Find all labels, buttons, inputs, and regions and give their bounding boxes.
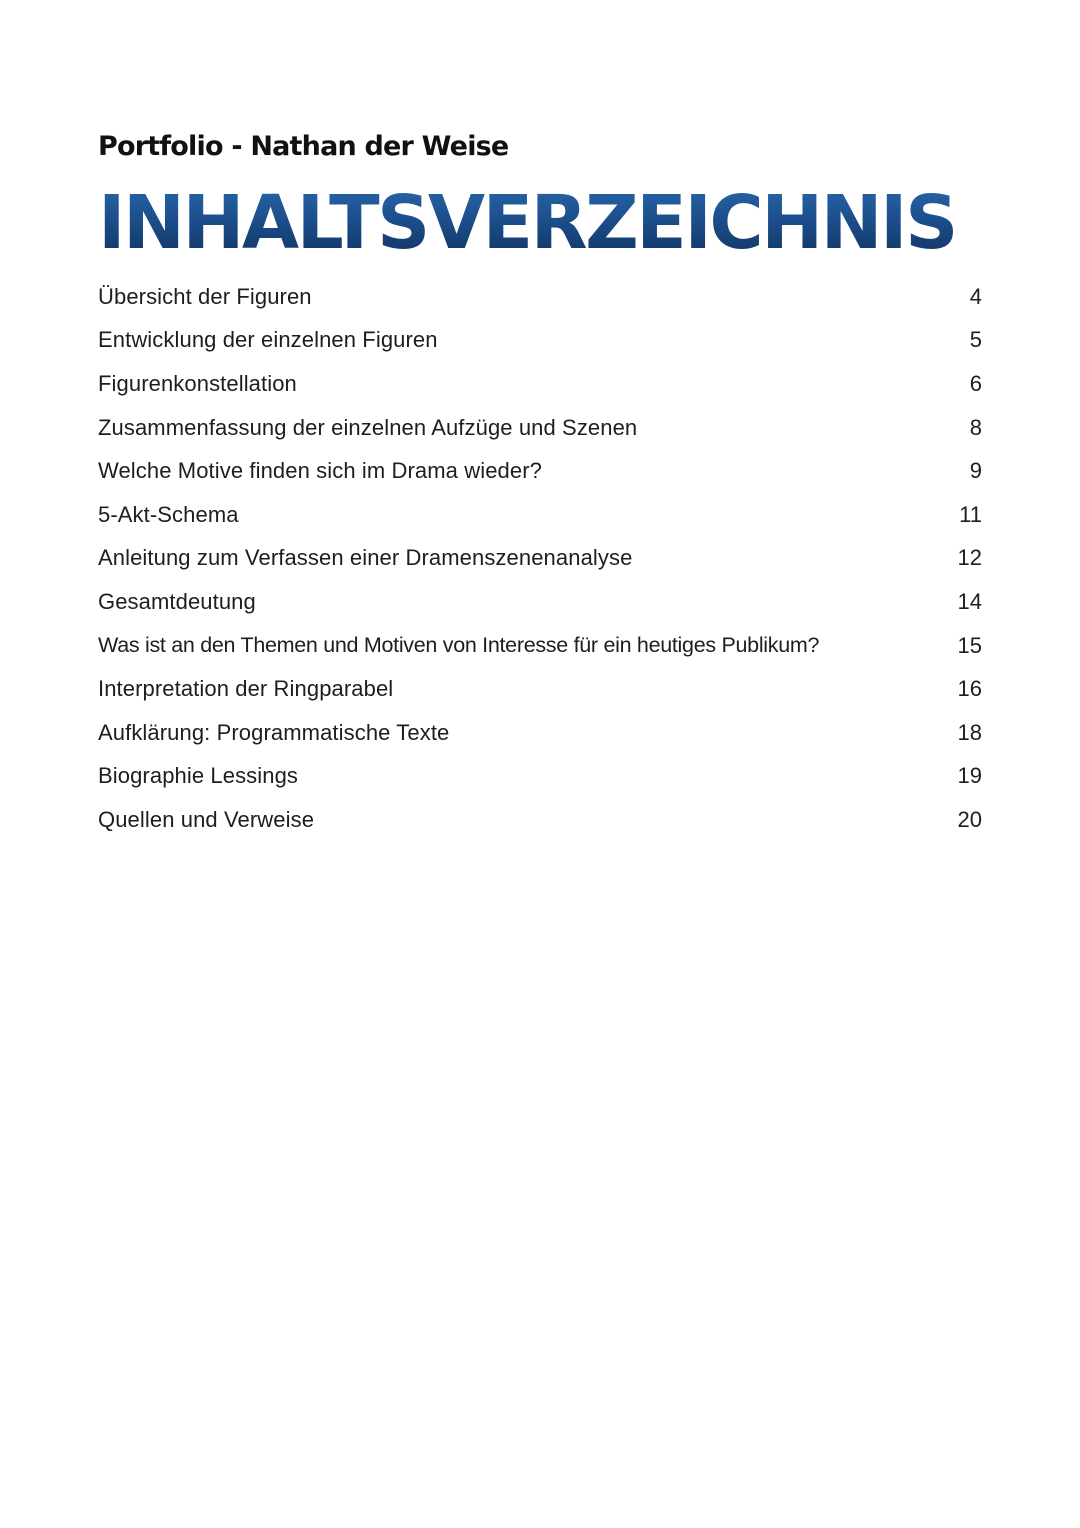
toc-entry-label: Biographie Lessings <box>98 763 299 789</box>
toc-entry[interactable] <box>98 406 982 450</box>
toc-entry[interactable] <box>98 319 982 363</box>
toc-entry[interactable] <box>98 275 982 319</box>
toc-entry[interactable] <box>98 493 982 537</box>
toc-entry-page: 14 <box>957 588 982 614</box>
toc-entry[interactable] <box>98 537 982 581</box>
toc-entry[interactable] <box>98 449 982 493</box>
toc-entry-label: Übersicht der Figuren <box>98 283 312 309</box>
toc-entry-page: 16 <box>957 676 982 702</box>
toc-entry-page: 15 <box>957 632 982 658</box>
toc-entry[interactable] <box>98 580 982 624</box>
toc-entry-label: Zusammenfassung der einzelnen Aufzüge und Szenen <box>98 414 638 440</box>
toc-entry-page: 6 <box>969 370 982 396</box>
toc-heading: INHALTSVERZEICHNIS <box>98 180 956 266</box>
toc-entry-label: 5-Akt-Schema <box>98 501 239 527</box>
toc-entry-page: 11 <box>959 501 982 527</box>
toc-entry-label: Quellen und Verweise <box>98 806 315 832</box>
toc-entry-page: 8 <box>969 414 982 440</box>
document-title: Portfolio - Nathan der Weise <box>98 131 509 162</box>
toc-entry[interactable] <box>98 798 982 842</box>
toc-entry[interactable] <box>98 667 982 711</box>
toc-entry-label: Entwicklung der einzelnen Figuren <box>98 327 438 353</box>
toc-entry-page: 19 <box>957 763 982 789</box>
toc-entry[interactable] <box>98 624 982 668</box>
toc-entry-page: 18 <box>957 719 982 745</box>
toc-entry-label: Anleitung zum Verfassen einer Dramenszenenanalyse <box>98 545 633 571</box>
toc-entry[interactable] <box>98 362 982 406</box>
toc-entry[interactable] <box>98 711 982 755</box>
toc-entry-label: Was ist an den Themen und Motiven von Interesse für ein heutiges Publikum? <box>98 633 820 658</box>
toc-entry-page: 20 <box>957 806 982 832</box>
toc-entry-page: 5 <box>969 327 982 353</box>
toc-entry-page: 9 <box>969 458 982 484</box>
toc-entry-label: Welche Motive finden sich im Drama wieder? <box>98 458 542 484</box>
table-of-contents <box>98 275 982 842</box>
toc-entry-label: Figurenkonstellation <box>98 370 297 396</box>
toc-entry-page: 4 <box>969 283 982 309</box>
toc-entry-label: Interpretation der Ringparabel <box>98 676 394 702</box>
toc-entry-label: Gesamtdeutung <box>98 588 256 614</box>
toc-entry-label: Aufklärung: Programmatische Texte <box>98 719 450 745</box>
toc-entry[interactable] <box>98 755 982 799</box>
toc-entry-page: 12 <box>957 545 982 571</box>
